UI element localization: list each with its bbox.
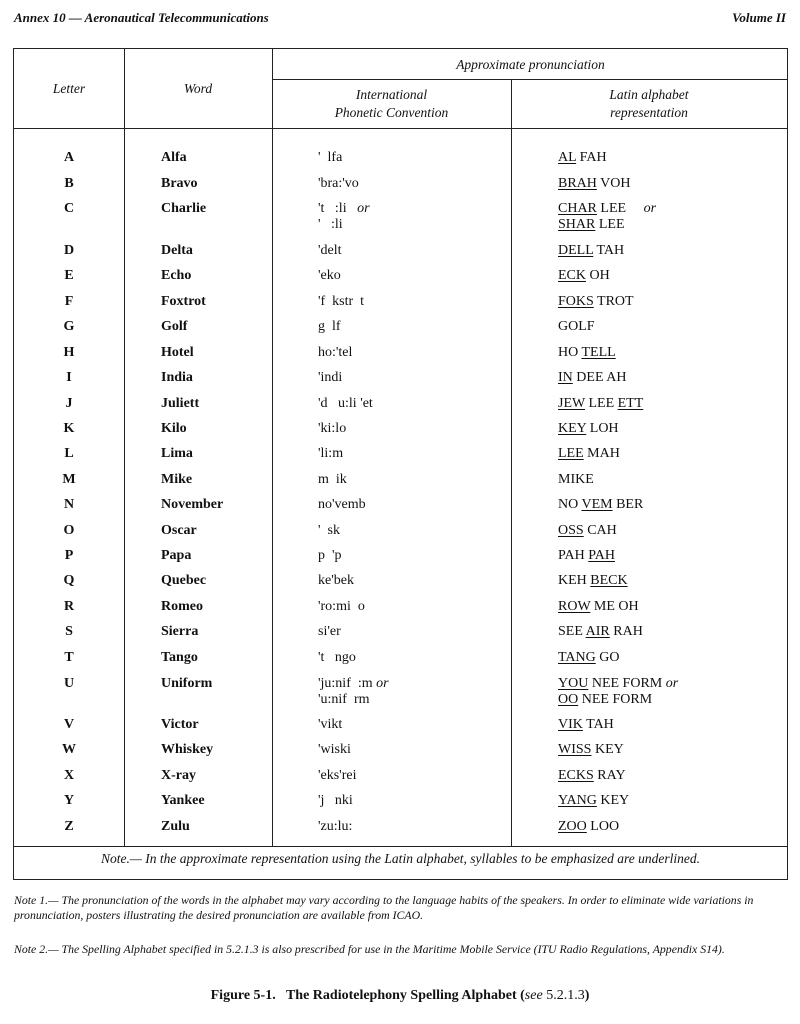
ipa-cell (318, 294, 364, 310)
emphasized-syllable: ETT (617, 396, 644, 411)
ipa-line: p 'p (318, 548, 342, 563)
latin-line (558, 599, 639, 615)
latin-cell (558, 396, 643, 412)
ipa-cell (318, 599, 365, 615)
ipa-line: ' :li (318, 217, 343, 232)
ipa-line: ho:'tel (318, 345, 353, 360)
or-label: or (376, 676, 389, 691)
ipa-cell (318, 650, 356, 666)
latin-cell (558, 497, 643, 513)
latin-line (558, 268, 610, 284)
syllable: KEY (596, 793, 630, 808)
emphasized-syllable: OSS (558, 523, 584, 538)
word-cell: Oscar (161, 523, 197, 538)
syllable: HO (558, 345, 582, 360)
letter-cell: P (64, 548, 74, 563)
ipa-line: 't ngo (318, 650, 356, 665)
latin-line (558, 676, 678, 692)
ipa-line: 'f kstr t (318, 294, 365, 309)
emphasized-syllable: PAH (588, 548, 615, 563)
syllable: CAH (583, 523, 617, 538)
ipa-cell (318, 573, 354, 589)
letter-cell: S (65, 624, 73, 639)
ipa-line: g lf (318, 319, 341, 334)
emphasized-syllable: VEM (581, 497, 613, 512)
emphasized-syllable: ECKS (558, 768, 594, 783)
latin-line (558, 573, 628, 589)
latin-line (558, 150, 607, 166)
letter-cell: Z (64, 819, 74, 834)
word-cell: Golf (161, 319, 188, 334)
ipa-cell (318, 548, 342, 564)
syllable: TAH (593, 243, 625, 258)
letter-cell: E (64, 268, 74, 283)
emphasized-syllable: BECK (590, 573, 628, 588)
syllable: RAY (593, 768, 626, 783)
ipa-cell (318, 676, 389, 708)
latin-line (558, 742, 624, 758)
column-header-approximate: Approximate pronunciation (456, 57, 605, 72)
latin-cell (558, 650, 620, 666)
emphasized-syllable: LEE (558, 446, 584, 461)
ipa-line: 'eks'rei (318, 768, 357, 783)
letter-cell: G (63, 319, 75, 334)
emphasized-syllable: IN (558, 370, 573, 385)
latin-cell (558, 819, 619, 835)
syllable: LEE (584, 396, 618, 411)
emphasized-syllable: YANG (558, 793, 597, 808)
latin-cell (558, 573, 628, 589)
table-divider (272, 49, 273, 846)
emphasized-syllable: BRAH (558, 176, 597, 191)
latin-cell (558, 176, 630, 192)
word-cell: Echo (161, 268, 192, 283)
latin-line (558, 176, 630, 192)
table-note: Note.— In the approximate representation using the Latin alphabet, syllables to be emphasized are underlined. (100, 851, 701, 866)
or-label: or (665, 676, 679, 691)
note-1: Note 1.— The pronunciation of the words in the alphabet may vary according to the language habits of the speakers. In order to eliminate wide variations in pronunciation, posters illustrating the desired pronunciation are available from ICAO. (14, 893, 754, 922)
latin-cell (558, 319, 595, 335)
latin-line (558, 768, 626, 784)
ipa-line: 'indi (318, 370, 343, 385)
latin-line (558, 370, 626, 386)
spelling-alphabet-table (13, 48, 788, 880)
syllable: GOLF (558, 319, 595, 334)
latin-cell (558, 768, 626, 784)
latin-line (558, 624, 643, 640)
ipa-cell (318, 396, 373, 412)
letter-cell: T (64, 650, 74, 665)
ipa-line: 'ju:nif :m or (318, 676, 389, 691)
emphasized-syllable: FOKS (558, 294, 594, 309)
syllable: LEE (595, 217, 625, 232)
word-cell: X-ray (161, 768, 196, 783)
ipa-cell (318, 742, 351, 758)
word-cell: Juliett (161, 396, 200, 411)
letter-cell: U (63, 676, 75, 691)
word-cell: Whiskey (161, 742, 214, 757)
letter-cell: H (63, 345, 75, 360)
latin-cell (558, 294, 634, 310)
emphasized-syllable: VIK (558, 717, 583, 732)
latin-cell (558, 599, 639, 615)
latin-cell (558, 268, 610, 284)
ipa-line: 'zu:lu: (318, 819, 353, 834)
syllable: NEE FORM (588, 676, 666, 691)
ipa-cell (318, 446, 343, 462)
ipa-cell (318, 472, 347, 488)
syllable: LEE (596, 201, 627, 216)
latin-cell (558, 793, 629, 809)
latin-cell (558, 243, 624, 259)
syllable: LOO (586, 819, 620, 834)
ipa-cell (318, 793, 353, 809)
word-cell: Charlie (161, 201, 207, 216)
ipa-line: 'wiski (318, 742, 351, 757)
latin-cell (558, 717, 614, 733)
word-cell: Victor (161, 717, 199, 732)
ipa-line: m ik (318, 472, 347, 487)
latin-cell (558, 345, 616, 361)
latin-line (558, 217, 656, 233)
letter-cell: N (63, 497, 75, 512)
latin-cell (558, 472, 594, 488)
word-cell: Kilo (161, 421, 187, 436)
ipa-line: si'er (318, 624, 341, 639)
letter-cell: K (63, 421, 75, 436)
figure-caption: Figure 5-1. The Radiotelephony Spelling Alphabet (see 5.2.1.3) (210, 988, 590, 1003)
emphasized-syllable: YOU (558, 676, 589, 691)
word-cell: Alfa (161, 150, 187, 165)
or-label: or (357, 201, 370, 216)
latin-cell (558, 624, 643, 640)
syllable: ME OH (590, 599, 639, 614)
ipa-line: 'delt (318, 243, 342, 258)
emphasized-syllable: OO (558, 692, 579, 707)
latin-line (558, 523, 617, 539)
word-cell: Sierra (161, 624, 199, 639)
word-cell: Papa (161, 548, 192, 563)
syllable: MAH (583, 446, 620, 461)
syllable: RAH (609, 624, 643, 639)
page-header (14, 10, 786, 30)
column-header-letter: Letter (52, 81, 86, 96)
latin-line (558, 650, 620, 666)
table-divider (272, 79, 787, 80)
ipa-line: 'u:nif rm (318, 692, 370, 707)
ipa-cell (318, 176, 359, 192)
letter-cell: R (63, 599, 75, 614)
column-header-ipa (272, 86, 511, 122)
note-2: Note 2.— The Spelling Alphabet specified in 5.2.1.3 is also prescribed for use in the Maritime Mobile Service (ITU Radio Regulations, Appendix S14). (14, 942, 725, 956)
letter-cell: A (63, 150, 75, 165)
emphasized-syllable: SHAR (558, 217, 596, 232)
syllable: SEE (558, 624, 586, 639)
syllable: DEE AH (572, 370, 627, 385)
latin-line (558, 692, 678, 708)
syllable: MIKE (558, 472, 594, 487)
syllable: KEY (591, 742, 624, 757)
latin-cell (558, 370, 626, 386)
emphasized-syllable: ROW (558, 599, 591, 614)
table-divider (14, 128, 787, 129)
ipa-cell (318, 243, 342, 259)
latin-line (558, 717, 614, 733)
ipa-cell (318, 523, 340, 539)
ipa-line: 'vikt (318, 717, 343, 732)
latin-line (558, 294, 634, 310)
latin-line (558, 345, 616, 361)
header-line: representation (610, 105, 688, 120)
word-cell: Delta (161, 243, 193, 258)
document-title: Annex 10 — Aeronautical Telecommunications (14, 10, 269, 25)
header-line: Latin alphabet (609, 87, 689, 102)
ipa-cell (318, 717, 342, 733)
letter-cell: C (63, 201, 75, 216)
ipa-line: ke'bek (318, 573, 354, 588)
word-cell: Lima (161, 446, 193, 461)
word-cell: Tango (161, 650, 198, 665)
ipa-line: no'vemb (318, 497, 366, 512)
letter-cell: B (64, 176, 74, 191)
emphasized-syllable: DELL (558, 243, 594, 258)
letter-cell: M (62, 472, 76, 487)
latin-cell (558, 523, 617, 539)
ipa-cell (318, 624, 341, 640)
letter-cell: V (63, 717, 75, 732)
letter-cell: Y (63, 793, 75, 808)
latin-line (558, 497, 643, 513)
latin-line (558, 819, 619, 835)
emphasized-syllable: ZOO (558, 819, 587, 834)
or-label: or (626, 201, 657, 216)
emphasized-syllable: KEY (558, 421, 587, 436)
figure-see: see (524, 988, 543, 1003)
latin-line (558, 243, 624, 259)
letter-cell: F (64, 294, 74, 309)
header-line: International (355, 87, 428, 102)
ipa-cell (318, 345, 352, 361)
latin-line (558, 396, 643, 412)
syllable: GO (595, 650, 620, 665)
ipa-line: ' sk (318, 523, 340, 538)
table-divider (511, 79, 512, 846)
letter-cell: Q (63, 573, 75, 588)
column-header-latin (511, 86, 787, 122)
word-cell: Bravo (161, 176, 198, 191)
latin-cell (558, 446, 620, 462)
word-cell: Foxtrot (161, 294, 206, 309)
figure-ref: 5.2.1.3 (546, 988, 585, 1003)
syllable: VOH (596, 176, 631, 191)
latin-line (558, 446, 620, 462)
table-divider (124, 49, 125, 846)
word-cell: Uniform (161, 676, 213, 691)
syllable: OH (586, 268, 610, 283)
latin-line (558, 201, 656, 217)
latin-line (558, 472, 594, 488)
word-cell: Quebec (161, 573, 207, 588)
figure-title: The Radiotelephony Spelling Alphabet (285, 988, 517, 1003)
ipa-line: 'j nki (318, 793, 353, 808)
emphasized-syllable: CHAR (558, 201, 597, 216)
ipa-line: ' lfa (318, 150, 343, 165)
letter-cell: X (63, 768, 75, 783)
word-cell: Yankee (161, 793, 205, 808)
ipa-cell (318, 819, 352, 835)
emphasized-syllable: JEW (558, 396, 585, 411)
emphasized-syllable: TANG (558, 650, 596, 665)
letter-cell: L (64, 446, 74, 461)
syllable: PAH (558, 548, 589, 563)
syllable: BER (612, 497, 644, 512)
latin-line (558, 421, 619, 437)
ipa-line: 'eko (318, 268, 341, 283)
ipa-line: 'd u:li 'et (318, 396, 373, 411)
ipa-cell (318, 497, 366, 513)
syllable: NEE FORM (578, 692, 653, 707)
syllable: NO (558, 497, 582, 512)
ipa-cell (318, 768, 356, 784)
syllable: FAH (576, 150, 607, 165)
table-divider (14, 846, 787, 847)
latin-cell (558, 201, 656, 233)
ipa-cell (318, 370, 342, 386)
ipa-cell (318, 268, 341, 284)
syllable: LOH (586, 421, 619, 436)
latin-cell (558, 150, 607, 166)
emphasized-syllable: WISS (558, 742, 592, 757)
latin-line (558, 319, 595, 335)
syllable: KEH (558, 573, 591, 588)
ipa-cell (318, 201, 370, 233)
ipa-line: 't :li or (318, 201, 370, 216)
ipa-cell (318, 421, 346, 437)
syllable: TROT (593, 294, 634, 309)
emphasized-syllable: AL (558, 150, 577, 165)
latin-line (558, 548, 615, 564)
column-header-word: Word (183, 81, 213, 96)
ipa-cell (318, 319, 341, 335)
latin-line (558, 793, 629, 809)
letter-cell: J (65, 396, 73, 411)
word-cell: Hotel (161, 345, 194, 360)
emphasized-syllable: ECK (558, 268, 586, 283)
latin-cell (558, 421, 619, 437)
word-cell: Mike (161, 472, 193, 487)
latin-cell (558, 548, 615, 564)
header-line: Phonetic Convention (334, 105, 449, 120)
letter-cell: O (63, 523, 75, 538)
ipa-line: 'bra:'vo (318, 176, 359, 191)
figure-label: Figure 5-1. (210, 988, 276, 1003)
latin-cell (558, 742, 624, 758)
ipa-line: 'ki:lo (318, 421, 347, 436)
syllable: TAH (582, 717, 614, 732)
letter-cell: W (62, 742, 76, 757)
word-cell: November (161, 497, 224, 512)
ipa-line: 'li:m (318, 446, 344, 461)
letter-cell: D (63, 243, 75, 258)
word-cell: Zulu (161, 819, 190, 834)
word-cell: Romeo (161, 599, 203, 614)
ipa-cell (318, 150, 342, 166)
volume-label: Volume II (732, 10, 786, 25)
emphasized-syllable: AIR (585, 624, 610, 639)
ipa-line: 'ro:mi o (318, 599, 365, 614)
latin-cell (558, 676, 678, 708)
emphasized-syllable: TELL (581, 345, 616, 360)
letter-cell: I (66, 370, 72, 385)
word-cell: India (161, 370, 193, 385)
